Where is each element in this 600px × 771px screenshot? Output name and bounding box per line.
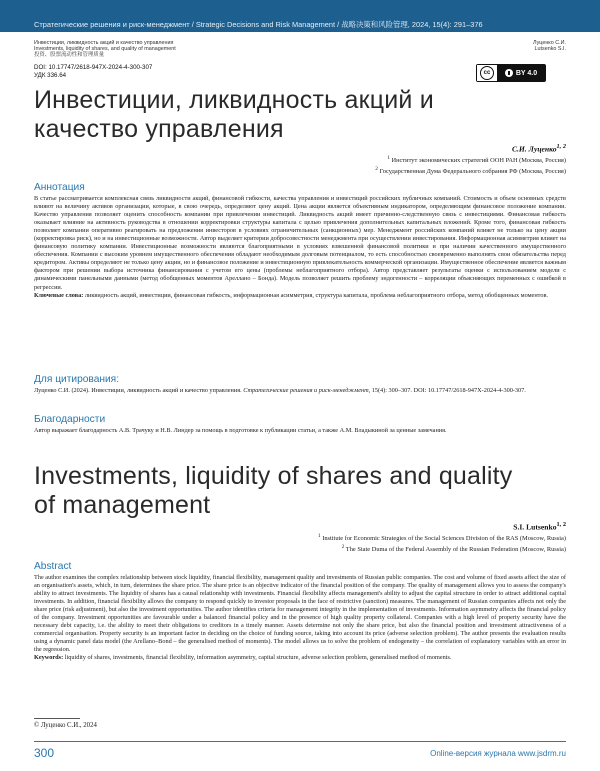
- citation-text: Луценко С.И. (2024). Инвестиции, ликвидность акций и качество управления. Стратегические решения и риск-менеджмент, 15(4): 300–307. DOI: 10.17747/2618-947X-2024-4-300-307.: [34, 387, 566, 395]
- cc-ring-label: cc: [480, 66, 494, 80]
- abstract-heading-ru: Аннотация: [34, 182, 85, 193]
- abstract-text-en: The author examines the complex relationship between stock liquidity, financial flexibility, management quality and investments of Russian public companies. The cost and volume of fixed assets affect the size of an organisation's assets, which, in turn, determines the share price. The share price is an objective indicator of the financial position of the company. The quality of management allows you to assess the company's ability to attract investments. The liquidity of shares has a causal relationship with investments. Financial flexibility affects management's ability to adjust the capital structure in order to attract additional capital investments. In addition, financial flexibility allows the company to respond quickly to investor proposals in the face of restrictive (sanction) measures. The management of Russian companies affects not only the share price (risk adjustment), but also the investment opportunities. The author identifies criteria for management integrity in the implementation of investments. Information asymmetry affects the financial policy of the company. Investment opportunities are favourable under a balanced financial policy and in the presence of high quality property collateral. Companies with a high level of property security have the necessary debt capacity, i.e. the ability to meet their obligations to creditors in a timely manner. Assets determine not only the share price, but also the financial position and investment attractiveness of a commercial organisation. Property security is an important factor in deciding on the choice of funding source, taking into account its price (adverse selection problem). The author presents the evaluation results using a dynamic panel data model (the Arellano–Bond – the generalised method of moments). The model allows us to solve the problem of endogeneity – the correlation of explanatory variables with an error in the regression.: [34, 574, 566, 653]
- abstract-en: [34, 574, 566, 663]
- keywords-en: liquidity of shares, investments, financial flexibility, information asymmetry, capital structure, adverse selection problem, generalised method of moments.: [65, 654, 452, 661]
- running-author-ru: Луценко С.И.: [533, 40, 566, 46]
- doi-text[interactable]: DOI: 10.17747/2618-947X-2024-4-300-307: [34, 64, 152, 72]
- author-sup-ru: 1, 2: [557, 143, 567, 150]
- acknowledgements-heading: Благодарности: [34, 414, 105, 425]
- affiliation-ru-2: 2 Государственная Дума Федерального собрания РФ (Москва, Россия): [375, 165, 566, 176]
- author-en: [513, 521, 566, 532]
- attribution-person-icon: [505, 69, 513, 77]
- running-author-en: Lutsenko S.I.: [533, 46, 566, 52]
- abstract-text-ru: В статье рассматривается комплексная связь ликвидности акций, финансовой гибкости, качества управления и инвестиций российских публичных компаний. Стоимость и объем основных средств влияют на величину активов организации, которые, в свою очередь, определяют цену акций. Цена акции является объективным индикатором, определяющим финансовое положение компании. Качество управления позволяет оценить способность компании при привлечении инвестиций. Ликвидность акций имеет причинно-следственную связь с инвестициями. Финансовая гибкость оказывает влияние на активность руководства в отношении корректировки структуры капитала с целью привлечения дополнительных капитальных вложений. Кроме того, финансовая гибкость позволяет компании оперативно реагировать на предложения инвесторов в условиях ограничительных (санкционных) мер. Менеджмент российских компаний влияет не только на цену акции (корректировка риск), но и на инвестиционные возможности. Автор выделяет критерии добросовестности менеджмента при осуществлении инвестирования. Информационная асимметрия влияет на финансовую политику компании. Инвестиционные возможности являются благоприятными в условиях взвешенной финансовой политики и при наличии качественного имущественного обеспечения. Компании с высоким уровнем имущественного обеспечения обладают необходимым долговым потенциалом, то есть способностью своевременно выполнять свои обязательства перед кредитором. Активы определяют не только цену акции, но и финансовое положение и инвестиционную привлекательность коммерческой организации. Имущественное обеспечение является важным фактором при решении выбора источника финансирования с учетом его цены (проблемы неблагоприятного отбора). Автор представляет результаты оценки с использованием модели с динамическими панельными данными (метод обобщенных моментов Ареллано – Бонда). Модель позволяет решить проблему эндогенности – корреляции объясняющих переменных с ошибкой в регрессии.: [34, 195, 566, 291]
- journal-header-band: [0, 0, 600, 32]
- udk-text: УДК 336.64: [34, 72, 152, 80]
- abstract-heading-en: Abstract: [34, 561, 71, 572]
- author-name-en: S.I. Lutsenko: [513, 523, 556, 532]
- cc-license-badge[interactable]: [476, 64, 546, 82]
- acknowledgements-text: Автор выражает благодарность А.В. Трачуку и Н.В. Линдер за помощь в подготовке к публикации статьи, а также А.М. Владыкиной за ценные замечания.: [34, 427, 566, 435]
- journal-citation-line: Стратегические решения и риск-менеджмент / Strategic Decisions and Risk Management / 战略决策和风险管理, 2024, 15(4): 291–376: [34, 19, 483, 30]
- author-sup-en: 1, 2: [557, 521, 567, 528]
- running-author: [533, 40, 566, 52]
- cc-logo-icon: [477, 65, 497, 81]
- citation-journal: Стратегические решения и риск-менеджмент: [243, 387, 368, 394]
- doi-block: [34, 64, 152, 80]
- copyright-notice: © Луценко С.И., 2024: [34, 722, 97, 729]
- journal-website-link[interactable]: Online-версия журнала www.jsdrm.ru: [430, 749, 566, 758]
- footer-divider: [34, 741, 566, 742]
- article-title-ru: Инвестиции, ликвидность акций и качество управления: [34, 86, 514, 144]
- affiliations-ru: [375, 154, 566, 176]
- cc-by-label: [497, 65, 545, 81]
- author-name-ru: С.И. Луценко: [512, 145, 557, 154]
- keywords-label-en: Keywords:: [34, 654, 63, 661]
- running-title-zh: 投资、股票流动性和管理质量: [34, 52, 176, 58]
- keywords-label-ru: Ключевые слова:: [34, 292, 83, 299]
- running-title-ru: Инвестиции, ликвидность акций и качество управления: [34, 40, 176, 46]
- citation-heading: Для цитирования:: [34, 374, 119, 385]
- affiliation-en-1: 1 Institute for Economic Strategies of the Social Sciences Division of the RAS (Moscow, Russia): [318, 532, 566, 543]
- article-title-en: Investments, liquidity of shares and quality of management: [34, 462, 534, 520]
- affiliation-ru-1: 1 Институт экономических стратегий ООН РАН (Москва, Россия): [375, 154, 566, 165]
- page-number: 300: [34, 746, 54, 760]
- running-title: [34, 40, 176, 59]
- affiliations-en: [318, 532, 566, 554]
- author-ru: [512, 143, 566, 154]
- keywords-ru: ликвидность акций, инвестиции, финансовая гибкость, информационная асимметрия, структура капитала, проблема неблагоприятного отбора, метод обобщенных моментов.: [85, 292, 548, 299]
- cc-license-text: BY 4.0: [516, 70, 537, 77]
- affiliation-en-2: 2 The State Duma of the Federal Assembly of the Russian Federation (Moscow, Russia): [318, 543, 566, 554]
- abstract-ru: [34, 195, 566, 300]
- running-title-en: Investments, liquidity of shares, and quality of management: [34, 46, 176, 52]
